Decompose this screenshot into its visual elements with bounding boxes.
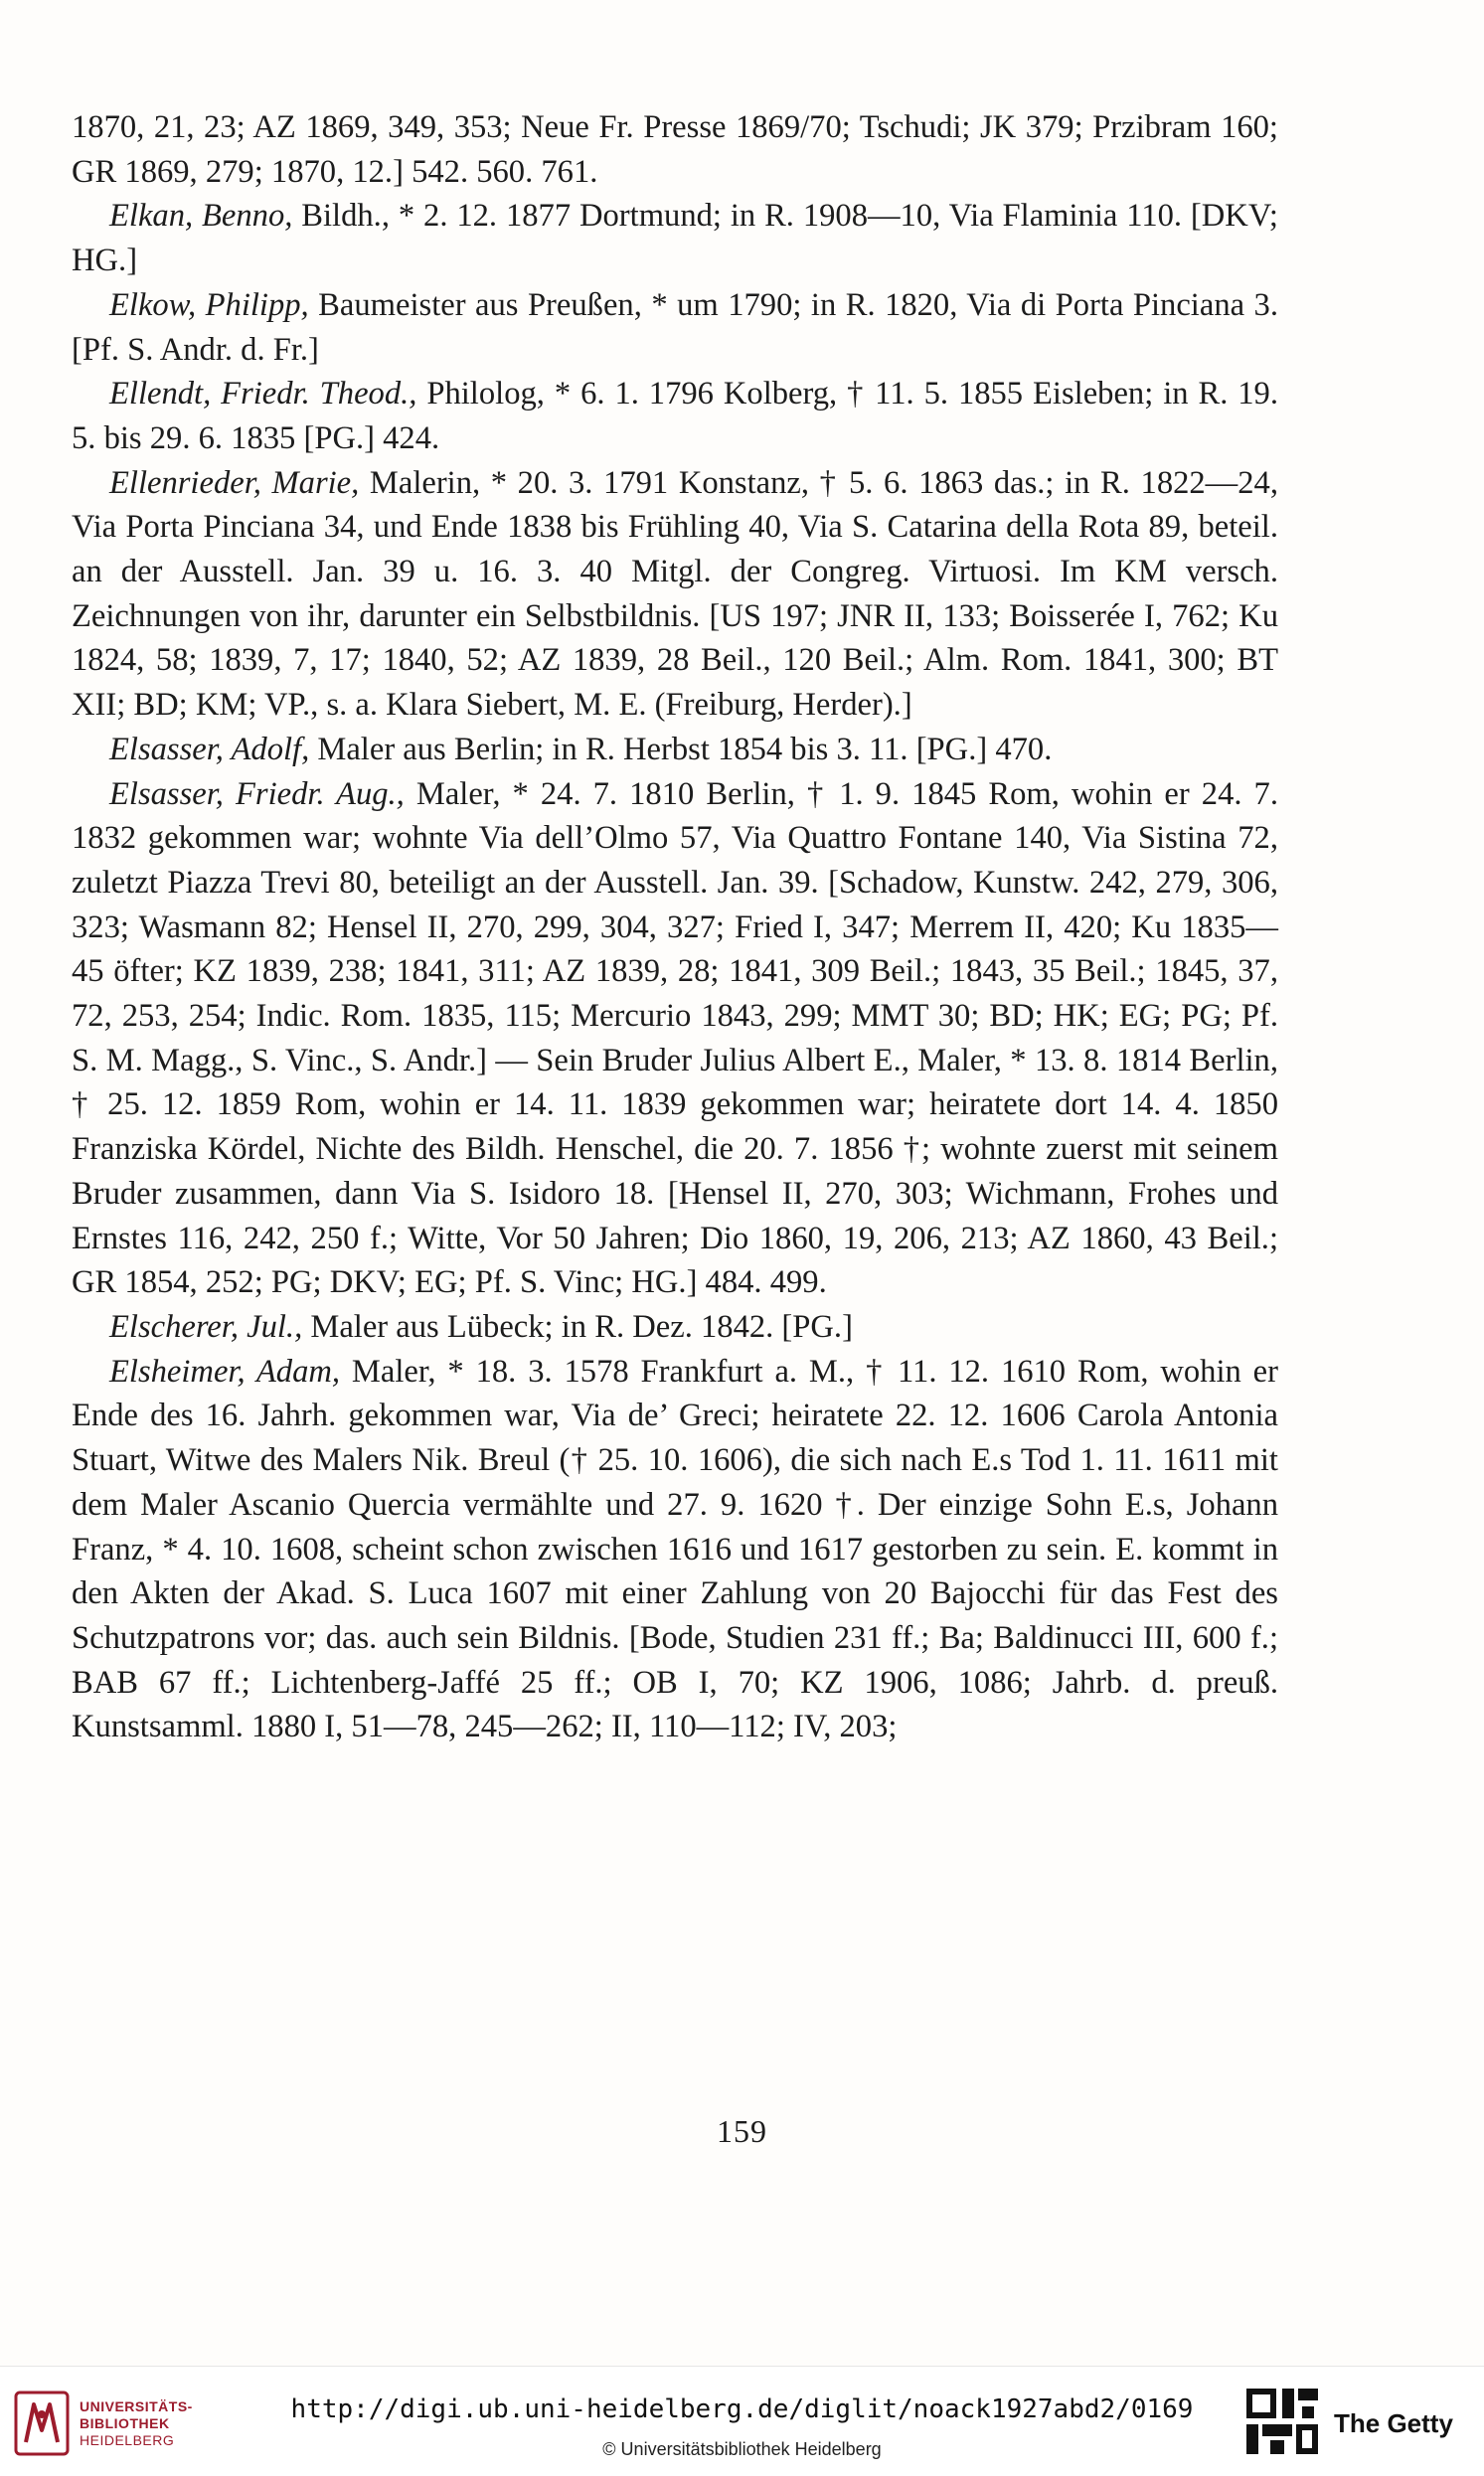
viewer-footer [0, 2366, 1484, 2476]
lexicon-entry [72, 194, 1278, 282]
entry-text: Philolog, * 6. 1. 1796 Kolberg, † 11. 5. 1855 Eisleben; in R. 19. 5. bis 29. 6. 1835 [PG.] 424. [72, 376, 1278, 456]
lexicon-entry [72, 772, 1278, 1305]
entry-name: Elscherer, Jul., [109, 1308, 303, 1345]
library-line-1: UNIVERSITÄTS- [80, 2398, 193, 2414]
getty-logo-link[interactable] [1242, 2385, 1471, 2458]
getty-mark-icon [1242, 2385, 1322, 2458]
lexicon-entry [72, 372, 1278, 460]
entry-text: Maler aus Berlin; in R. Herbst 1854 bis 3. 11. [PG.] 470. [309, 731, 1053, 767]
entry-text: Malerin, * 20. 3. 1791 Konstanz, † 5. 6. 1863 das.; in R. 1822—24, Via Porta Pinciana 34, und Ende 1838 bis Frühling 40, Via S. Catarina della Rota 89, beteil. an der Ausstell. Jan. 39 u. 16. 3. 40 Mitgl. der Congreg. Virtuosi. Im KM versch. Zeichnungen von ihr, darunter ein Selbstbildnis. [US 197; JNR II, 133; Boisserée I, 762; Ku 1824, 58; 1839, 7, 17; 1840, 52; AZ 1839, 28 Beil., 120 Beil.; Alm. Rom. 1841, 300; BT XII; BD; KM; VP., s. a. Klara Siebert, M. E. (Freiburg, Herder).] [72, 464, 1278, 724]
lexicon-text [72, 105, 1278, 1749]
entry-name: Elsheimer, Adam, [109, 1353, 341, 1390]
permalink-url[interactable]: http://digi.ub.uni-heidelberg.de/diglit/noack1927abd2/0169 [290, 2394, 1194, 2424]
lexicon-entry [72, 728, 1278, 772]
page-number: 159 [717, 2113, 767, 2149]
entry-text: 1870, 21, 23; AZ 1869, 349, 353; Neue Fr. Presse 1869/70; Tschudi; JK 379; Przibram 160; GR 1869, 279; 1870, 12.] 542. 560. 761. [72, 109, 1278, 190]
library-line-3: HEIDELBERG [80, 2432, 175, 2448]
entry-text: Maler, * 18. 3. 1578 Frankfurt a. M., † 11. 12. 1610 Rom, wohin er Ende des 16. Jahrh. gekommen war, Via de’ Greci; heiratete 22. 12. 1606 Carola Antonia Stuart, Witwe des Malers Nik. Breul († 25. 10. 1606), die sich nach E.s Tod 1. 11. 1611 mit dem Maler Ascanio Quercia vermählte und 27. 9. 1620 †. Der einzige Sohn E.s, Johann Franz, * 4. 10. 1608, scheint schon zwischen 1616 und 1617 gestorben zu sein. E. kommt in den Akten der Akad. S. Luca 1607 mit einer Zahlung von 20 Bajocchi für das Fest des Schutzpatrons vor; das. auch sein Bildnis. [Bode, Studien 231 ff.; Ba; Baldinucci III, 600 f.; BAB 67 ff.; Lichtenberg-Jaffé 25 ff.; OB I, 70; KZ 1906, 1086; Jahrb. d. preuß. Kunstsamml. 1880 I, 51—78, 245—262; II, 110—112; IV, 203; [72, 1353, 1278, 1745]
lexicon-entry [72, 1305, 1278, 1350]
entry-name: Elkan, Benno, [109, 198, 293, 235]
entry-text: Maler aus Lübeck; in R. Dez. 1842. [PG.] [302, 1308, 853, 1345]
lexicon-entry [72, 1350, 1278, 1749]
entry-name: Elkow, Philipp, [109, 286, 309, 323]
library-line-2: BIBLIOTHEK [80, 2415, 170, 2431]
lexicon-entry [72, 461, 1278, 728]
entry-name: Ellendt, Friedr. Theod., [109, 376, 417, 413]
entry-name: Elsasser, Adolf, [109, 731, 310, 767]
entry-text: Baumeister aus Preußen, * um 1790; in R. 1820, Via di Porta Pinciana 3. [Pf. S. Andr. d. Fr.] [72, 286, 1278, 368]
entry-text: Maler, * 24. 7. 1810 Berlin, † 1. 9. 1845 Rom, wohin er 24. 7. 1832 gekommen war; wohnte Via dell’Olmo 57, Via Quattro Fontane 140, Via Sistina 72, zuletzt Piazza Trevi 80, beteiligt an der Ausstell. Jan. 39. [Schadow, Kunstw. 242, 279, 306, 323; Wasmann 82; Hensel II, 270, 299, 304, 327; Fried I, 347; Merrem II, 420; Ku 1835—45 öfter; KZ 1839, 238; 1841, 311; AZ 1839, 28; 1841, 309 Beil.; 1843, 35 Beil.; 1845, 37, 72, 253, 254; Indic. Rom. 1835, 115; Mercurio 1843, 299; MMT 30; BD; HK; EG; PG; Pf. S. M. Magg., S. Vinc., S. Andr.] — Sein Bruder Julius Albert E., Maler, * 13. 8. 1814 Berlin, † 25. 12. 1859 Rom, wohin er 14. 11. 1839 gekommen war; heiratete dort 14. 4. 1850 Franziska Kördel, Nichte des Bildh. Henschel, die 20. 7. 1856 †; wohnte zuerst mit seinem Bruder zusammen, dann Via S. Isidoro 18. [Hensel II, 270, 303; Wichmann, Frohes und Ernstes 116, 242, 250 f.; Witte, Vor 50 Jahren; Dio 1860, 19, 206, 213; AZ 1860, 43 Beil.; GR 1854, 252; PG; DKV; EG; Pf. S. Vinc; HG.] 484. 499. [72, 775, 1278, 1301]
lexicon-entry [72, 105, 1278, 194]
getty-label: The Getty [1334, 2408, 1453, 2438]
lexicon-entry [72, 283, 1278, 372]
entry-name: Elsasser, Friedr. Aug., [109, 775, 405, 812]
entry-name: Ellenrieder, Marie, [109, 464, 360, 501]
copyright-notice: © Universitätsbibliothek Heidelberg [602, 2439, 882, 2459]
entry-text: Bildh., * 2. 12. 1877 Dortmund; in R. 1908—10, Via Flaminia 110. [DKV; HG.] [72, 198, 1278, 279]
